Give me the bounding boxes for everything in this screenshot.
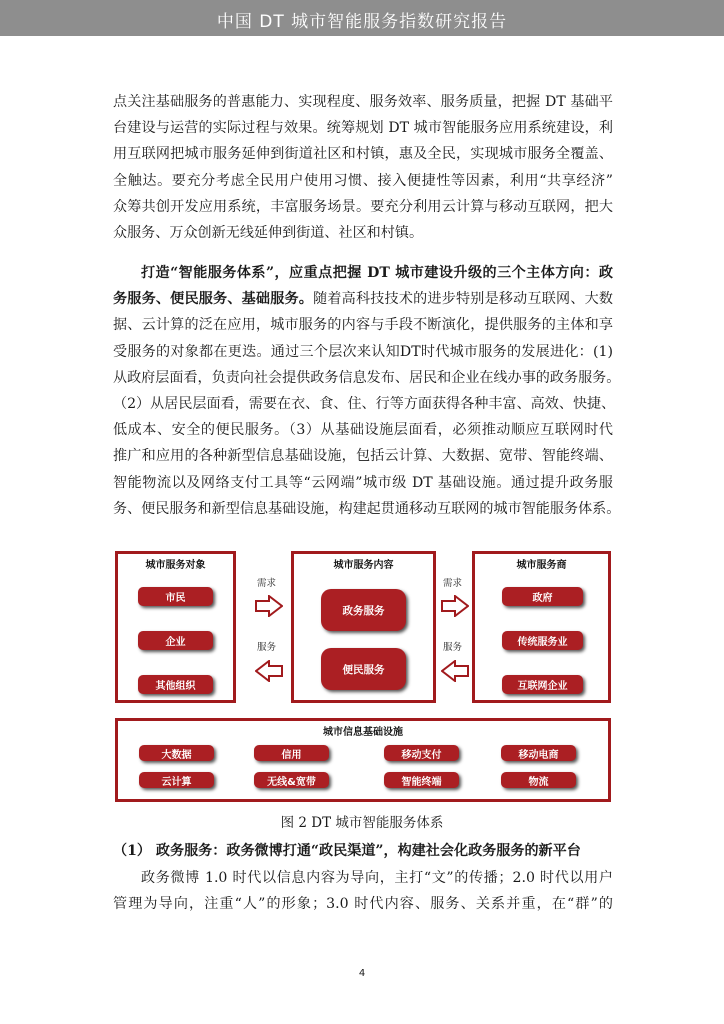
item-citizen: 市民: [138, 587, 213, 606]
item-government-service: 政务服务: [321, 589, 406, 631]
demand-label-right: 需求: [443, 578, 463, 589]
right-arrow-icon: [255, 595, 283, 617]
text-line: 从政府层面看，负责向社会提供政务信息发布、居民和企业在线办事的政务服务。: [113, 369, 621, 386]
item-mobile-ecommerce: 移动电商: [501, 745, 576, 761]
item-wireless-broadband: 无线&宽带: [254, 772, 329, 788]
section-heading: （1） 政务服务：政务微博打通“政民渠道”，构建社会化政务服务的新平台: [113, 843, 581, 859]
item-internet-company: 互联网企业: [502, 675, 583, 694]
item-logistics: 物流: [501, 772, 576, 788]
text-line: 点关注基础服务的普惠能力、实现程度、服务效率、服务质量，把握 DT 基础平: [113, 94, 613, 110]
box-title: 城市服务对象: [145, 560, 206, 571]
text-line: 据、云计算的泛在应用，城市服务的内容与手段不断演化，提供服务的主体和享: [113, 317, 613, 334]
bold-text: 务服务、便民服务、基础服务。: [113, 291, 314, 308]
left-arrow-icon: [441, 660, 469, 682]
text-line: 众服务、万众创新无线延伸到街道、社区和村镇。: [113, 225, 424, 242]
item-other-org: 其他组织: [138, 675, 213, 694]
service-provider-box: [472, 551, 611, 703]
item-convenience-service: 便民服务: [321, 648, 406, 690]
item-traditional-service: 传统服务业: [502, 631, 583, 650]
text-line: 推广和应用的各种新型信息基础设施，包括云计算、大数据、宽带、智能终端、: [113, 448, 613, 465]
text-line: 众筹共创开发应用系统，丰富服务场景。要充分利用云计算与移动互联网，把大: [113, 198, 613, 215]
left-arrow-icon: [255, 660, 283, 682]
service-content-box: [291, 551, 436, 703]
infrastructure-box: [115, 718, 611, 802]
text-run: 随着高科技技术的进步特别是移动互联网、大数: [313, 291, 613, 308]
box-title: 城市服务商: [516, 560, 567, 571]
item-cloud-computing: 云计算: [139, 772, 214, 788]
item-mobile-payment: 移动支付: [384, 745, 459, 761]
service-label-left: 服务: [257, 642, 277, 653]
text-line: [113, 286, 613, 312]
text-line: 用互联网把城市服务延伸到街道社区和村镇，惠及全民，实现城市服务全覆盖、: [113, 146, 613, 163]
item-smart-terminal: 智能终端: [384, 772, 459, 788]
figure-caption: 图 2 DT 城市智能服务体系: [280, 815, 444, 831]
text-line: 政务微博 1.0 时代以信息内容为导向，主打“文”的传播；2.0 时代以用户: [141, 870, 613, 886]
service-object-box: [115, 551, 236, 703]
text-line: 务、便民服务和新型信息基础设施，构建起贯通移动互联网的城市智能服务体系。: [113, 500, 621, 517]
item-enterprise: 企业: [138, 631, 213, 650]
report-title: 中国 DT 城市智能服务指数研究报告: [216, 12, 508, 32]
text-line: 台建设与运营的实际过程与效果。统筹规划 DT 城市智能服务应用系统建设，利: [113, 120, 613, 137]
demand-label-left: 需求: [257, 578, 277, 589]
item-government: 政府: [502, 587, 583, 606]
text-line: 低成本、安全的便民服务。（3）从基础设施层面看，必须推动顺应互联网时代: [113, 422, 613, 439]
bold-text-line: 打造“智能服务体系”，应重点把握 DT 城市建设升级的三个主体方向：政: [141, 265, 613, 281]
paragraph-1: [113, 89, 613, 246]
paragraph-3: [113, 865, 613, 917]
box-title: 城市信息基础设施: [323, 727, 403, 738]
text-line: （2）从居民层面看，需要在衣、食、住、行等方面获得各种丰富、高效、快捷、: [113, 396, 616, 413]
item-credit: 信用: [254, 745, 329, 761]
text-line: 受服务的对象都在更迭。通过三个层次来认知DT时代城市服务的发展进化：(1): [113, 343, 613, 360]
text-line: 全触达。要充分考虑全民用户使用习惯、接入便捷性等因素，利用“共享经济”: [113, 172, 613, 189]
paragraph-2: [113, 260, 621, 522]
service-label-right: 服务: [443, 642, 463, 653]
page-header: [0, 0, 724, 36]
page-number: 4: [358, 968, 366, 979]
text-line: 智能物流以及网络支付工具等“云网端”城市级 DT 基础设施。通过提升政务服: [113, 474, 613, 491]
box-title: 城市服务内容: [333, 560, 394, 571]
text-line: 管理为导向，注重“人”的形象；3.0 时代内容、服务、关系并重，在“群”的: [113, 896, 613, 913]
right-arrow-icon: [441, 595, 469, 617]
item-big-data: 大数据: [139, 745, 214, 761]
service-system-diagram: [115, 551, 611, 802]
